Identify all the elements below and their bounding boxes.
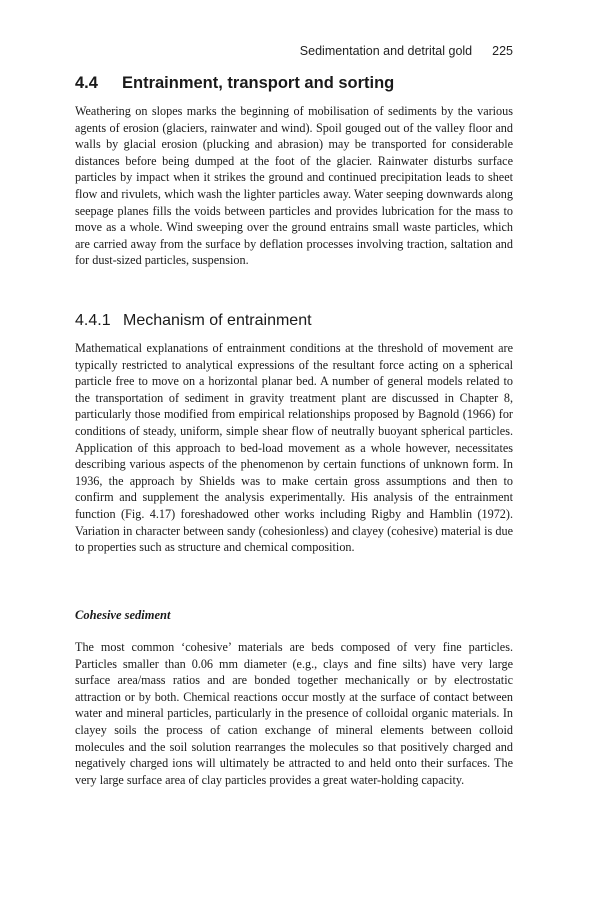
section-title: Entrainment, transport and sorting (122, 74, 395, 92)
section-number: 4.4 (75, 74, 98, 92)
page-number: 225 (492, 44, 513, 58)
running-header (300, 44, 513, 58)
cohesive-sediment-paragraph: The most common ‘cohesive’ materials are beds composed of very fine particles. Particles smaller than 0.06 mm diameter (e.g., clays and fine silts) have very large surface area/mass ratios and are bonded together mechanically or by electrostatic attraction or by both. Chemical reactions occur mostly at the surface of contact between water and mineral particles, particularly in the presence of colloidal organic materials. In clayey soils the process of cation exchange of mineral elements between colloid molecules and the soil solution rearranges the molecules so that positively charged and negatively charged ions will ultimately be attracted to and held onto their surfaces. The very large surface area of clay particles provides a great water-holding capacity. (75, 640, 513, 787)
subsection-paragraph: Mathematical explanations of entrainment conditions at the threshold of movement are typically restricted to analytical expressions of the resultant force acting on a spherical particle free to move on a horizontal planar bed. A number of general models related to the transportation of sediment in gravity treatment plant are discussed in Chapter 8, particularly those modified from empirical relationships proposed by Bagnold (1966) for conditions of steady, uniform, simple shear flow of neutrally buoyant spherical particles. Application of this approach to bed-load movement as a whole however, necessitates describing various aspects of the phenomenon by certain functions of unknown form. In 1936, the approach by Shields was to make certain gross assumptions and then to confirm and supplement the analysis experimentally. His analysis of the entrainment function (Fig. 4.17) foreshadowed other works including Rigby and Hamblin (1972). Variation in character between sandy (cohesionless) and clayey (cohesive) material is due to properties such as structure and chemical composition. (75, 341, 513, 555)
subsection-number: 4.4.1 (75, 312, 111, 329)
cohesive-sediment-heading: Cohesive sediment (75, 608, 171, 622)
subsection-title: Mechanism of entrainment (123, 312, 312, 329)
running-title: Sedimentation and detrital gold (299, 44, 473, 58)
section-heading (75, 74, 394, 93)
section-paragraph: Weathering on slopes marks the beginning of mobilisation of sediments by the various agents of erosion (glaciers, rainwater and wind). Spoil gouged out of the valley floor and walls by glacial erosion (plucking and abrasion) may be transported for considerable distances before being dumped at the foot of the glacier. Rainwater disturbs surface particles by impact when it strikes the ground and continued precipitation leads to sheet flow and rivulets, which wash the lighter particles away. Water seeping downwards along seepage planes fills the voids between particles and provides lubrication for the mass to move as a whole. Wind sweeping over the ground entrains small waste particles, which are carried away from the surface by deflation processes involving traction, saltation and for dust-sized particles, suspension. (75, 104, 513, 268)
subsection-heading (75, 312, 312, 330)
